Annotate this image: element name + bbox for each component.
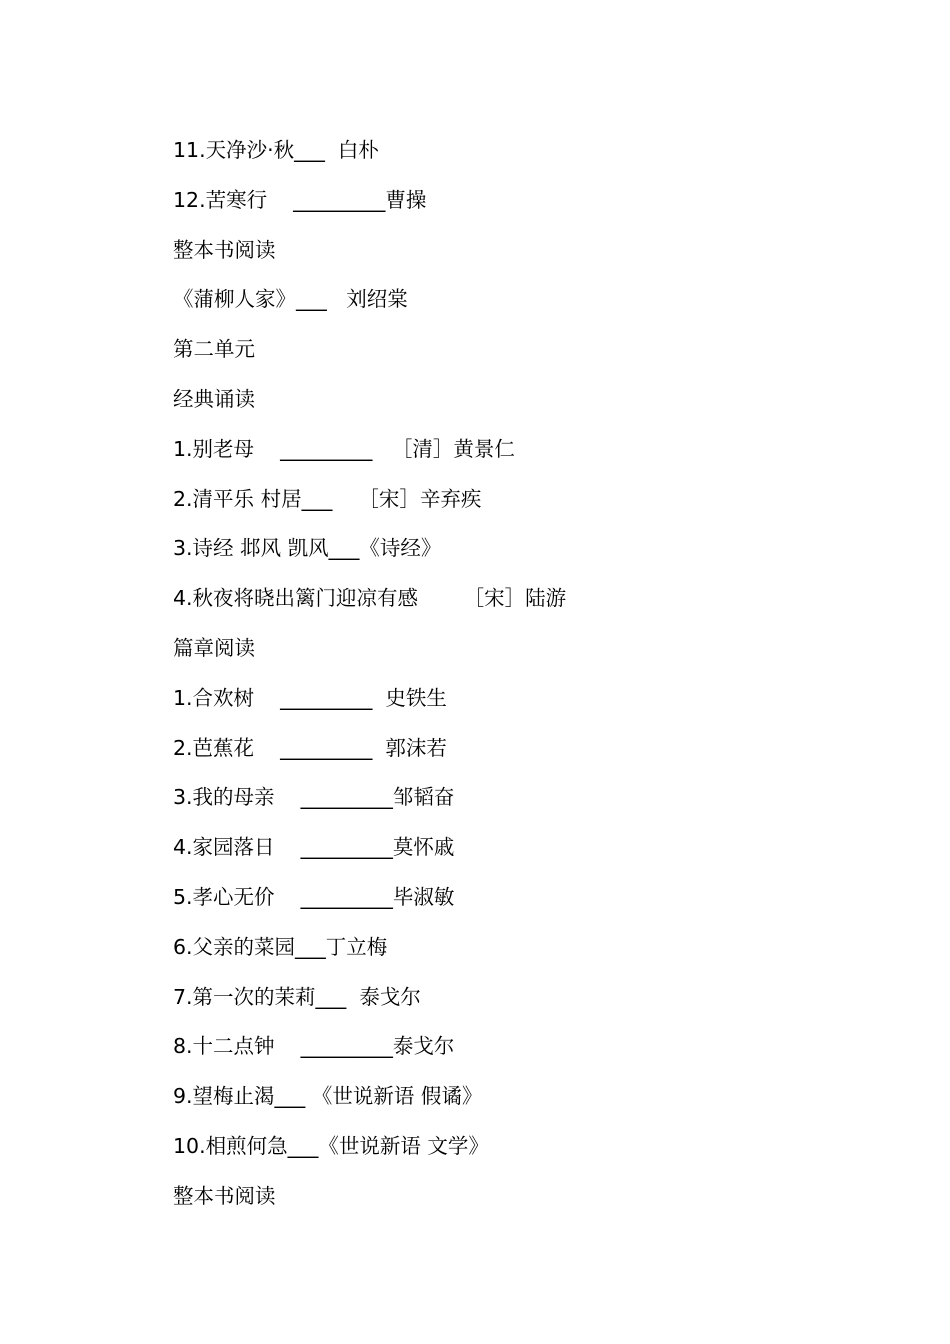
text-line: 《蒲柳人家》___ 刘绍棠 xyxy=(173,287,408,312)
text-line: 5.孝心无价 _________毕淑敏 xyxy=(173,884,455,909)
text-line: 7.第一次的茉莉___ 泰戈尔 xyxy=(173,984,421,1009)
section-heading: 整本书阅读 xyxy=(173,1183,276,1208)
text-line: 11.天净沙·秋___ 白朴 xyxy=(173,138,379,162)
text-line: 2.芭蕉花 _________ 郭沫若 xyxy=(173,735,447,760)
text-line: 2.清平乐 村居___ ［宋］辛弃疾 xyxy=(173,486,482,511)
unit-heading: 第二单元 xyxy=(173,337,255,362)
text-line: 10.相煎何急___《世说新语 文学》 xyxy=(173,1133,489,1158)
text-line: 6.父亲的菜园___丁立梅 xyxy=(173,934,388,959)
text-line: 3.诗经 邶风 凯风___《诗经》 xyxy=(173,536,442,561)
text-line: 12.苦寒行 _________曹操 xyxy=(173,187,427,212)
text-line: 8.十二点钟 _________泰戈尔 xyxy=(173,1034,455,1059)
section-heading: 整本书阅读 xyxy=(173,237,276,262)
section-heading: 经典诵读 xyxy=(173,386,255,411)
text-line: 1.合欢树 _________ 史铁生 xyxy=(173,685,447,710)
text-line: 1.别老母 _________ ［清］黄景仁 xyxy=(173,436,515,461)
text-line: 4.秋夜将晓出篱门迎凉有感 ［宋］陆游 xyxy=(173,586,567,611)
text-line: 9.望梅止渴___ 《世说新语 假谲》 xyxy=(173,1084,483,1109)
text-line: 3.我的母亲 _________邹韬奋 xyxy=(173,785,455,810)
section-heading: 篇章阅读 xyxy=(173,635,255,660)
document-text-lines xyxy=(173,133,873,1229)
text-line: 4.家园落日 _________莫怀戚 xyxy=(173,835,455,860)
